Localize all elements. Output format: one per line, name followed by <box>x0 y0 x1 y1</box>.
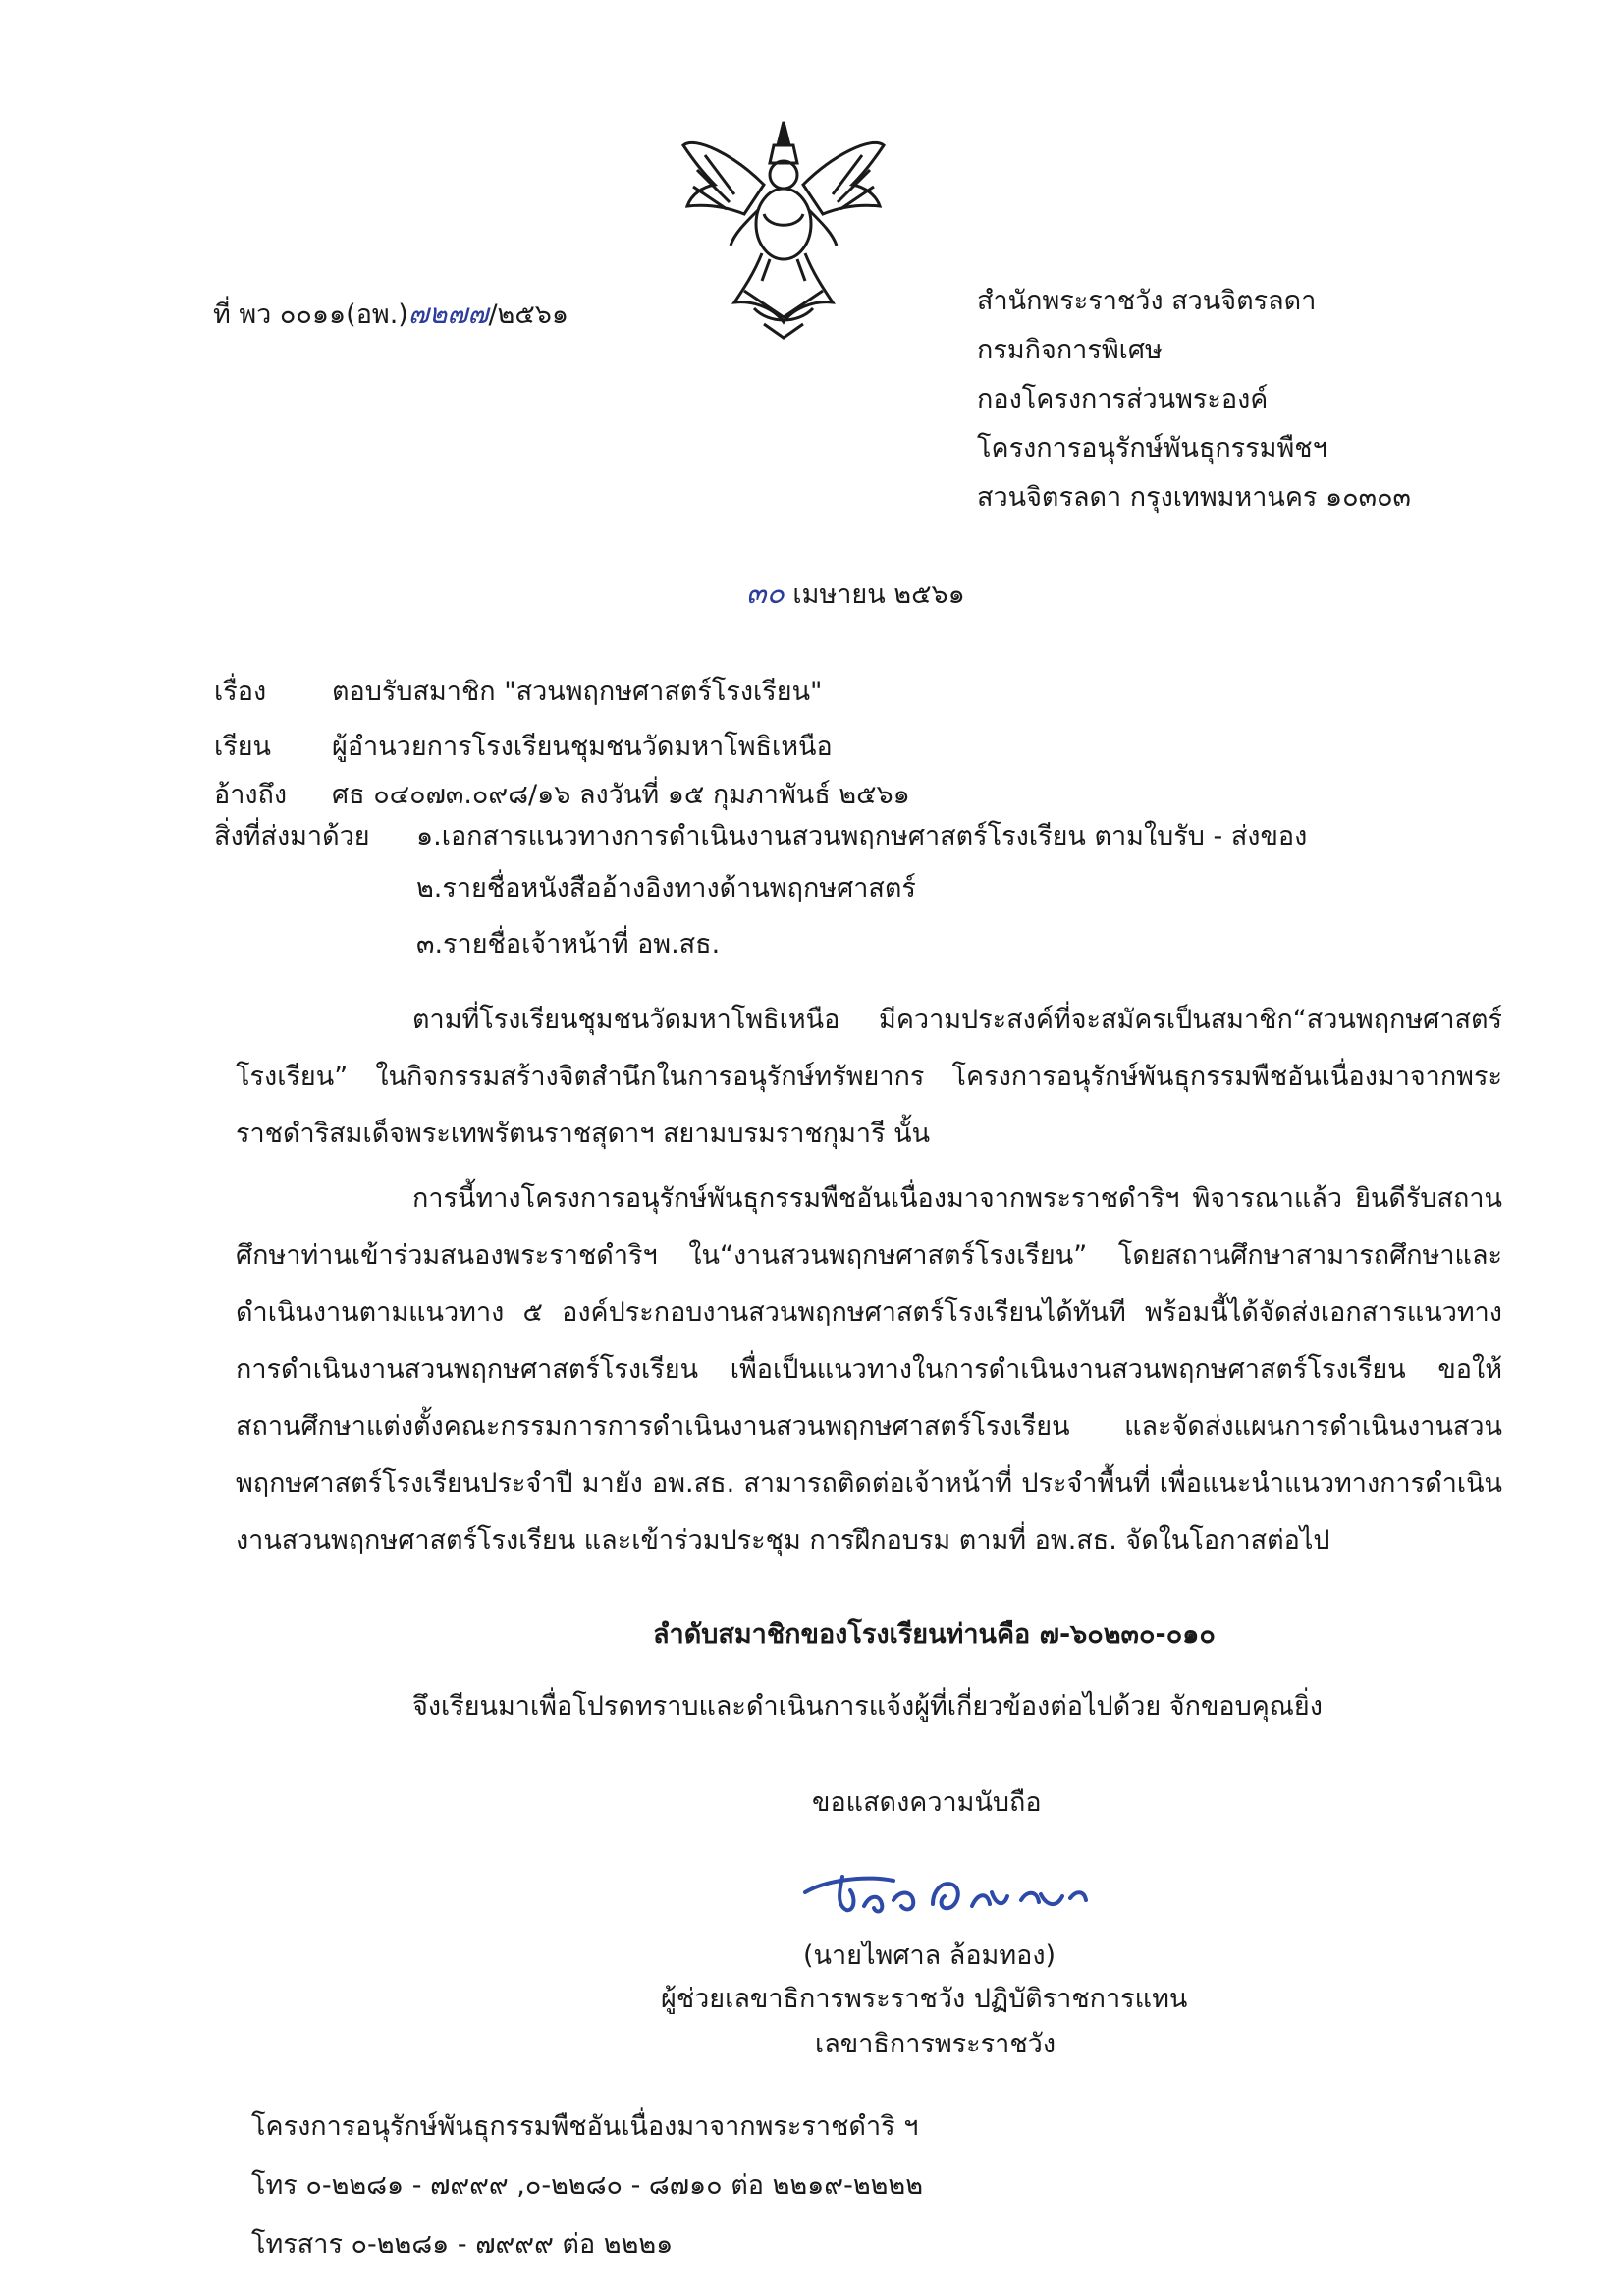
document-number-prefix: ที่ พว ๐๐๑๑(อพ.) <box>213 300 408 330</box>
enclosure-item: ๓.รายชื่อเจ้าหน้าที่ อพ.สธ. <box>416 929 721 959</box>
sender-address-line: กรมกิจการพิเศษ <box>977 335 1163 365</box>
sender-address <box>977 282 1411 527</box>
signer-position-2: เลขาธิการพระราชวัง <box>815 2029 1056 2059</box>
footer-phone: โทร ๐-๒๒๘๑ - ๗๙๙๙ ,๐-๒๒๘๐ - ๘๗๑๐ ต่อ ๒๒๑๙-๒๒๒๒ <box>251 2170 924 2201</box>
document-number-handwritten: ๗๒๗๗ <box>407 298 489 330</box>
sender-address-line: สวนจิตรลดา กรุงเทพมหานคร ๑๐๓๐๓ <box>977 482 1412 513</box>
reference-label: อ้างถึง <box>214 780 288 810</box>
subject-label: เรื่อง <box>214 677 267 707</box>
body-paragraph-1-text: ตามที่โรงเรียนชุมชนวัดมหาโพธิเหนือ มีความประสงค์ที่จะสมัครเป็นสมาชิก“สวนพฤกษศาสตร์โรงเรียน” ในกิจกรรมสร้างจิตสำนึกในการอนุรักษ์ทรัพยากร โครงการอนุรักษ์พันธุกรรมพืชอันเนื่องมาจากพระราชดำริสมเด็จพระเทพรัตนราชสุดาฯ สยามบรมราชกุมารี นั้น <box>236 1005 1502 1149</box>
to-label: เรียน <box>214 732 272 762</box>
signature-image <box>785 1851 1129 1930</box>
letter-date <box>746 574 965 615</box>
sender-address-line: กองโครงการส่วนพระองค์ <box>977 384 1269 414</box>
enclosure-item: ๒.รายชื่อหนังสืออ้างอิงทางด้านพฤกษศาสตร์ <box>416 873 916 903</box>
signer-name: (นายไพศาล ล้อมทอง) <box>803 1941 1056 1971</box>
date-day-handwritten: ๓๐ <box>746 576 785 611</box>
enclosures-label: สิ่งที่ส่งมาด้วย <box>214 821 370 851</box>
to-value: ผู้อำนวยการโรงเรียนชุมชนวัดมหาโพธิเหนือ <box>332 732 833 762</box>
sender-address-line: โครงการอนุรักษ์พันธุกรรมพืชฯ <box>977 433 1327 464</box>
footer-contact <box>251 2107 923 2284</box>
subject-value: ตอบรับสมาชิก "สวนพฤกษศาสตร์โรงเรียน" <box>332 677 823 707</box>
body-paragraph-2-text: การนี้ทางโครงการอนุรักษ์พันธุกรรมพืชอันเนื่องมาจากพระราชดำริฯ พิจารณาแล้ว ยินดีรับสถานศึกษาท่านเข้าร่วมสนองพระราชดำริฯ ใน“งานสวนพฤกษศาสตร์โรงเรียน” โดยสถานศึกษาสามารถศึกษาและดำเนินงานตามแนวทาง ๕ องค์ประกอบงานสวนพฤกษศาสตร์โรงเรียนได้ทันที พร้อมนี้ได้จัดส่งเอกสารแนวทางการดำเนินงานสวนพฤกษศาสตร์โรงเรียน เพื่อเป็นแนวทางในการดำเนินงานสวนพฤกษศาสตร์โรงเรียน ขอให้สถานศึกษาแต่งตั้งคณะกรรมการการดำเนินงานสวนพฤกษศาสตร์โรงเรียน และจัดส่งแผนการดำเนินงานสวนพฤกษศาสตร์โรงเรียนประจำปี มายัง อพ.สธ. สามารถติดต่อเจ้าหน้าที่ ประจำพื้นที่ เพื่อแนะนำแนวทางการดำเนินงานสวนพฤกษศาสตร์โรงเรียน และเข้าร่วมประชุม การฝึกอบรม ตามที่ อพ.สธ. จัดในโอกาสต่อไป <box>236 1183 1502 1556</box>
member-number: ลำดับสมาชิกของโรงเรียนท่านคือ ๗-๖๐๒๓๐-๐๑๐ <box>653 1619 1216 1650</box>
regards-text: ขอแสดงความนับถือ <box>812 1787 1042 1818</box>
enclosure-item: ๑.เอกสารแนวทางการดำเนินงานสวนพฤกษศาสตร์โรงเรียน ตามใบรับ - ส่งของ <box>416 821 1308 851</box>
footer-fax: โทรสาร ๐-๒๒๘๑ - ๗๙๙๙ ต่อ ๒๒๒๑ <box>251 2229 674 2260</box>
closing-sentence: จึงเรียนมาเพื่อโปรดทราบและดำเนินการแจ้งผู้ที่เกี่ยวข้องต่อไปด้วย จักขอบคุณยิ่ง <box>412 1691 1323 1722</box>
date-month-year: เมษายน ๒๕๖๑ <box>792 579 965 610</box>
footer-project: โครงการอนุรักษ์พันธุกรรมพืชอันเนื่องมาจากพระราชดำริ ฯ <box>251 2111 919 2142</box>
signer-position-1: ผู้ช่วยเลขาธิการพระราชวัง ปฏิบัติราชการแทน <box>661 1984 1188 2014</box>
document-number <box>213 295 568 335</box>
garuda-emblem-icon <box>676 116 892 342</box>
body-paragraph-1 <box>236 992 1502 1163</box>
document-number-suffix: /๒๕๖๑ <box>488 300 569 330</box>
reference-value: ศธ ๐๔๐๗๓.๐๙๘/๑๖ ลงวันที่ ๑๕ กุมภาพันธ์ ๒๕๖๑ <box>332 780 910 810</box>
sender-address-line: สำนักพระราชวัง สวนจิตรลดา <box>977 286 1317 316</box>
body-paragraph-2 <box>236 1171 1502 1569</box>
